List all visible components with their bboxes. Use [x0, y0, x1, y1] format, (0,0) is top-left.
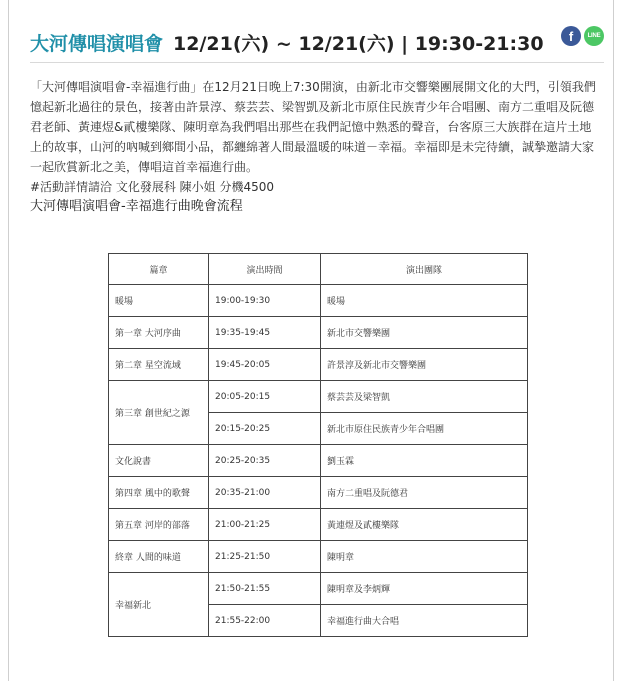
contact-info: #活動詳情請洽 文化發展科 陳小姐 分機4500 [30, 180, 275, 194]
table-row [109, 285, 528, 317]
event-title [30, 29, 544, 56]
time-cell: 21:50-21:55 [209, 573, 321, 605]
time-cell: 21:00-21:25 [209, 509, 321, 541]
time-cell: 21:55-22:00 [209, 605, 321, 637]
line-share-icon[interactable]: LINE [584, 26, 604, 46]
chapter-cell: 第一章 大河序曲 [109, 317, 209, 349]
team-cell: 陳明章及李炳輝 [321, 573, 528, 605]
table-row [109, 573, 528, 605]
team-cell: 許景淳及新北市交響樂團 [321, 349, 528, 381]
header-chapter: 篇章 [109, 254, 209, 285]
table-header-row [109, 254, 528, 285]
time-cell: 20:35-21:00 [209, 477, 321, 509]
frame-right-border [613, 0, 614, 681]
intro-paragraph: 「大河傳唱演唱會-幸福進行曲」在12月21日晚上7:30開演，由新北市交響樂團展開文化的大門，引領我們憶起新北過往的景色，接著由許景淳、蔡芸芸、梁智凱及新北市原住民族青少年合唱團、南方二重唱及阮德君老師、黃連煜&貳樓樂隊、陳明章為我們唱出那些在我們記憶中熟悉的聲音，台客原三大族群在這片土地上的故事，山河的吶喊到鄉間小品，都纏綿著人間最溫暖的味道－幸福。幸福即是未完待續，誠摯邀請大家一起欣賞新北之美，傳唱這首幸福進行曲。 [30, 80, 596, 174]
table-row [109, 317, 528, 349]
chapter-cell: 暖場 [109, 285, 209, 317]
facebook-share-icon[interactable]: f [561, 26, 581, 46]
time-cell: 21:25-21:50 [209, 541, 321, 573]
table-row [109, 541, 528, 573]
table-row [109, 445, 528, 477]
chapter-cell: 文化說書 [109, 445, 209, 477]
header-time: 演出時間 [209, 254, 321, 285]
table-row [109, 349, 528, 381]
time-cell: 19:45-20:05 [209, 349, 321, 381]
time-cell: 19:00-19:30 [209, 285, 321, 317]
header-divider [30, 62, 604, 63]
header-team: 演出團隊 [321, 254, 528, 285]
chapter-cell: 第四章 風中的歌聲 [109, 477, 209, 509]
team-cell: 劉玉霖 [321, 445, 528, 477]
event-name: 大河傳唱演唱會 [30, 32, 164, 55]
team-cell: 新北市原住民族青少年合唱團 [321, 413, 528, 445]
chapter-cell: 幸福新北 [109, 573, 209, 637]
time-cell: 20:25-20:35 [209, 445, 321, 477]
table-row [109, 477, 528, 509]
chapter-cell: 第二章 星空流域 [109, 349, 209, 381]
table-row [109, 509, 528, 541]
team-cell: 新北市交響樂團 [321, 317, 528, 349]
team-cell: 黃連煜及貳樓樂隊 [321, 509, 528, 541]
time-cell: 20:05-20:15 [209, 381, 321, 413]
event-datetime: 12/21(六) ~ 12/21(六) | 19:30-21:30 [173, 32, 544, 55]
event-description [30, 77, 602, 217]
team-cell: 暖場 [321, 285, 528, 317]
schedule-table [108, 253, 528, 637]
schedule-title: 大河傳唱演唱會-幸福進行曲晚會流程 [30, 199, 243, 214]
time-cell: 19:35-19:45 [209, 317, 321, 349]
team-cell: 蔡芸芸及梁智凱 [321, 381, 528, 413]
event-header [30, 26, 604, 58]
team-cell: 南方二重唱及阮德君 [321, 477, 528, 509]
chapter-cell: 第五章 河岸的部落 [109, 509, 209, 541]
time-cell: 20:15-20:25 [209, 413, 321, 445]
frame-left-border [8, 0, 9, 681]
chapter-cell: 終章 人間的味道 [109, 541, 209, 573]
team-cell: 陳明章 [321, 541, 528, 573]
share-buttons [561, 26, 604, 46]
team-cell: 幸福進行曲大合唱 [321, 605, 528, 637]
chapter-cell: 第三章 創世紀之源 [109, 381, 209, 445]
table-row [109, 381, 528, 413]
